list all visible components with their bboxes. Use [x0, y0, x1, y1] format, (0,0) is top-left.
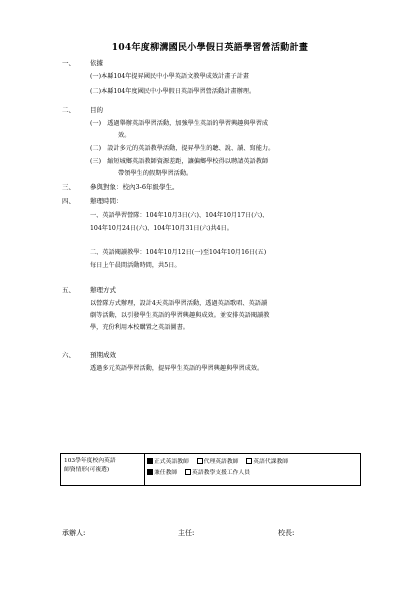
option-part-time-teacher[interactable]: 兼任教師: [147, 468, 177, 479]
section-4-line-1: 一、英語學習營隊：104年10月3日(六)、104年10月17日(六)、: [90, 212, 269, 219]
section-4-line-4: 每日上午晨間活動時間，共5日。: [90, 262, 181, 269]
section-6-line-1: 透過多元英語學習活動，提昇學生英語的學習興趣與學習成效。: [90, 365, 264, 372]
section-2-item-3-cont: 帶領學生的假期學習活動。: [118, 170, 193, 177]
section-5-line-2: 劇等活動，以引發學生英語的學習興趣與成效。並安排英語閱讀教: [90, 312, 270, 319]
section-number-4: 四、: [62, 197, 75, 205]
section-2-item-3: (三) 縮短城鄉英語教師資源差距，讓偏鄉學校得以聘請英語教師: [90, 158, 269, 165]
section-4-line-2: 104年10月24日(六)、104年10月31日(六)共4日。: [90, 225, 233, 232]
table-label-line-2: 師資情形(可複選): [64, 467, 110, 473]
option-substitute-teacher[interactable]: 代理英語教師: [197, 457, 239, 468]
section-heading-2: 目的: [90, 106, 103, 114]
table-options-cell: [147, 457, 294, 479]
teacher-info-table: [60, 453, 361, 486]
section-heading-5: 辦理方式: [90, 286, 116, 294]
signature-organizer: 承辦人:: [62, 529, 86, 537]
option-temp-teacher[interactable]: 英語代課教師: [246, 457, 288, 468]
section-number-1: 一、: [62, 59, 75, 67]
checkbox-checked-icon[interactable]: [147, 458, 153, 464]
table-label-line-1: 103學年度校內英語: [64, 458, 116, 464]
option-formal-teacher[interactable]: 正式英語教師: [147, 457, 189, 468]
checkbox-unchecked-icon[interactable]: [185, 469, 191, 475]
options-row-1: [147, 457, 294, 468]
section-2-item-1: (一) 透過舉辦英語學習活動，加強學生英語的學習興趣與學習成: [90, 120, 269, 127]
checkbox-unchecked-icon[interactable]: [197, 458, 203, 464]
section-1-item-2: (二)本縣104年度國民中小學假日英語學習營活動計畫辦理。: [90, 88, 256, 95]
section-number-3: 三、: [62, 183, 75, 191]
section-number-6: 六、: [62, 351, 75, 359]
section-2-item-2: (二) 設計多元的英語教學活動，提昇學生的聽、說、讀、寫能力。: [90, 145, 275, 152]
options-row-2: [147, 468, 294, 479]
section-heading-1: 依據: [90, 59, 103, 67]
page-title: 104年度柳溝國民小學假日英語學習營活動計畫: [111, 43, 309, 53]
section-heading-4: 辦理時間：: [90, 197, 123, 205]
option-support-staff[interactable]: 英語教學支援工作人員: [185, 468, 250, 479]
section-number-5: 五、: [62, 286, 75, 294]
section-5-line-3: 學，充份利用本校購置之英語圖書。: [90, 324, 189, 331]
checkbox-unchecked-icon[interactable]: [246, 458, 252, 464]
signature-director: 主任:: [178, 529, 195, 537]
checkbox-checked-icon[interactable]: [147, 469, 153, 475]
table-label-cell: [61, 454, 145, 485]
section-4-line-3: 二、英語閱讀教學：104年10月12日(一)至104年10月16日(五): [90, 249, 267, 256]
section-heading-6: 預期成效: [90, 351, 116, 359]
section-1-item-1: (一)本縣104年提昇國民中小學英語文教學成效計畫子計畫: [90, 73, 249, 80]
section-heading-3: 參與對象：校內3-6年級學生。: [90, 183, 179, 191]
section-number-2: 二、: [62, 106, 75, 114]
section-5-line-1: 以營隊方式辦理，設計4天英語學習活動，透過英語歌唱、英語讀: [90, 300, 268, 307]
signature-principal: 校長:: [278, 529, 295, 537]
section-2-item-1-cont: 效。: [118, 132, 131, 139]
